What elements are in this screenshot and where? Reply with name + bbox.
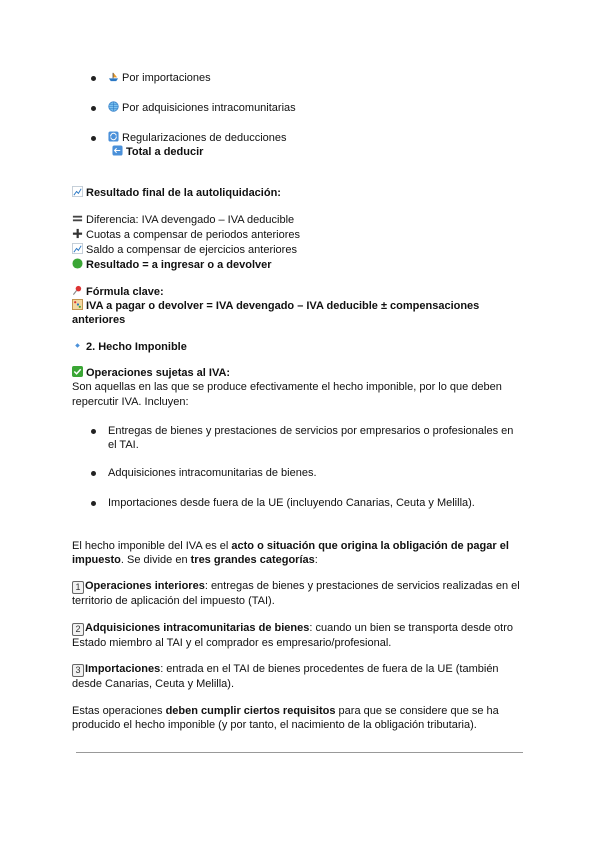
result-difference: Diferencia: IVA devengado – IVA deducible bbox=[72, 213, 294, 228]
bullet bbox=[91, 76, 96, 81]
category-3-cont: desde Canarias, Ceuta y Melilla). bbox=[72, 678, 235, 690]
horizontal-divider bbox=[76, 752, 523, 753]
category-3: 3 Importaciones: entrada en el TAI de bienes procedentes de fuera de la UE (también bbox=[72, 662, 499, 677]
keycap-3-icon: 3 bbox=[72, 664, 84, 677]
formula-line1: IVA a pagar o devolver = IVA devengado – IVA deducible ± compensaciones bbox=[72, 299, 479, 314]
deduction-total: Total a deducir bbox=[112, 145, 203, 160]
small-blue-diamond-icon bbox=[72, 340, 83, 351]
bullet bbox=[91, 471, 96, 476]
subject-ops-intro-line2: repercutir IVA. Incluyen: bbox=[72, 396, 189, 408]
abacus-icon bbox=[72, 299, 83, 310]
check-mark-icon bbox=[72, 366, 83, 377]
result-heading: Resultado final de la autoliquidación: bbox=[72, 186, 281, 201]
bullet bbox=[91, 106, 96, 111]
category-1: 1 Operaciones interiores: entregas de bienes y prestaciones de servicios realizadas en el bbox=[72, 579, 520, 594]
formula-line2: anteriores bbox=[72, 314, 126, 326]
keycap-2-icon: 2 bbox=[72, 623, 84, 636]
bullet bbox=[91, 136, 96, 141]
deduction-imports: Por importaciones bbox=[108, 71, 211, 86]
taxable-event-line1: El hecho imponible del IVA es el acto o situación que origina la obligación de pagar el bbox=[72, 540, 509, 552]
requirements-line1: Estas operaciones deben cumplir ciertos requisitos para que se considere que se ha bbox=[72, 705, 499, 717]
back-arrow-icon bbox=[112, 145, 123, 156]
list-item: Entregas de bienes y prestaciones de servicios por empresarios o profesionales en bbox=[108, 425, 514, 437]
refresh-icon bbox=[108, 131, 119, 142]
globe-icon bbox=[108, 101, 119, 112]
bullet bbox=[91, 501, 96, 506]
requirements-line2: producido el hecho imponible (y por tanto, el nacimiento de la obligación tributaria). bbox=[72, 719, 477, 731]
deduction-intracom: Por adquisiciones intracomunitarias bbox=[108, 101, 296, 116]
category-2: 2 Adquisiciones intracomunitarias de bienes: cuando un bien se transporta desde otro bbox=[72, 621, 513, 636]
taxable-event-line2: impuesto. Se divide en tres grandes categorías: bbox=[72, 554, 318, 566]
chart-icon bbox=[72, 243, 83, 254]
subject-ops-heading: Operaciones sujetas al IVA: bbox=[72, 366, 230, 381]
deduction-regularizations: Regularizaciones de deducciones bbox=[108, 131, 287, 146]
result-balance: Saldo a compensar de ejercicios anteriores bbox=[72, 243, 297, 258]
chart-icon bbox=[72, 186, 83, 197]
keycap-1-icon: 1 bbox=[72, 581, 84, 594]
result-outcome: Resultado = a ingresar o a devolver bbox=[72, 258, 272, 273]
ship-icon bbox=[108, 71, 119, 82]
subject-ops-intro-line1: Son aquellas en las que se produce efectivamente el hecho imponible, por lo que deben bbox=[72, 381, 502, 393]
formula-heading: Fórmula clave: bbox=[72, 285, 164, 300]
bullet bbox=[91, 429, 96, 434]
plus-icon bbox=[72, 228, 83, 239]
list-item: Adquisiciones intracomunitarias de bienes. bbox=[108, 467, 317, 479]
result-quotas: Cuotas a compensar de periodos anteriores bbox=[72, 228, 300, 243]
list-item: Importaciones desde fuera de la UE (incluyendo Canarias, Ceuta y Melilla). bbox=[108, 497, 475, 509]
equals-icon bbox=[72, 213, 83, 224]
category-2-cont: Estado miembro al TAI y el comprador es empresario/profesional. bbox=[72, 637, 392, 649]
category-1-cont: territorio de aplicación del impuesto (TAI). bbox=[72, 595, 275, 607]
list-item-continuation: el TAI. bbox=[108, 439, 139, 451]
section-2-title: 2. Hecho Imponible bbox=[72, 340, 187, 355]
green-circle-icon bbox=[72, 258, 83, 269]
pushpin-icon bbox=[72, 285, 83, 296]
